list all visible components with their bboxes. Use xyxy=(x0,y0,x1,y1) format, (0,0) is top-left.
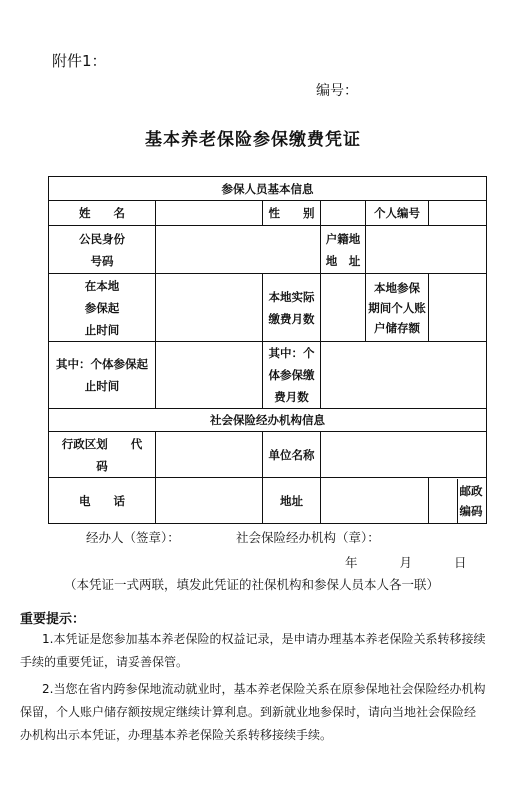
name-label: 姓 名 xyxy=(49,201,156,226)
postal-code-field-group xyxy=(429,478,487,524)
contribution-form-table xyxy=(48,176,487,524)
local-months-field[interactable] xyxy=(321,274,366,342)
gender-label: 性 别 xyxy=(263,201,321,226)
date-line xyxy=(345,553,466,571)
address-label: 地址 xyxy=(263,478,321,524)
individual-months-line2: 体参保缴 xyxy=(268,368,315,382)
local-period-line3: 止时间 xyxy=(84,322,120,337)
personal-number-field[interactable] xyxy=(429,201,487,226)
region-code-label xyxy=(49,432,156,478)
document-title: 基本养老保险参保缴费凭证 xyxy=(145,130,361,150)
individual-months-label xyxy=(263,342,321,409)
section-insured-info: 参保人员基本信息 xyxy=(49,177,487,201)
local-months-line1: 本地实际 xyxy=(268,289,315,304)
agency-seal-label: 社会保险经办机构（章）： xyxy=(236,530,380,545)
individual-period-line2: 止时间 xyxy=(84,379,120,393)
year-label: 年 xyxy=(345,555,358,570)
attachment-label: 附件1： xyxy=(52,52,107,70)
account-balance-field[interactable] xyxy=(429,274,487,342)
individual-period-label xyxy=(49,342,156,409)
individual-period-field[interactable] xyxy=(156,342,263,409)
local-period-line2: 参保起 xyxy=(84,300,120,315)
individual-months-line1: 其中：个 xyxy=(268,346,315,360)
account-line2: 期间个人账 xyxy=(368,300,426,315)
id-number-label xyxy=(49,226,156,274)
local-period-label xyxy=(49,274,156,342)
serial-number-label: 编号： xyxy=(316,83,358,99)
gender-field[interactable] xyxy=(321,201,366,226)
section-agency-info: 社会保险经办机构信息 xyxy=(49,409,487,432)
individual-months-line3: 费月数 xyxy=(274,390,309,404)
id-number-label-line1: 公民身份 xyxy=(79,231,125,246)
month-label: 月 xyxy=(399,555,412,570)
tip-paragraph-1 xyxy=(20,628,486,674)
tip-2-text: 2.当您在省内跨参保地流动就业时，基本养老保险关系在原参保地社会保险经办机构保留，个人账户储存额按规定继续计算利息。到新就业地参保时，请向当地社会保险经办机构出示本凭证，办理基本养老保险关系转移接续手续。 xyxy=(20,682,486,742)
account-balance-label xyxy=(366,274,429,342)
postal-line1: 邮政 xyxy=(459,483,483,498)
postal-line2: 编码 xyxy=(459,503,483,518)
hukou-address-label xyxy=(321,226,366,274)
postal-code-label xyxy=(431,479,484,523)
address-field[interactable] xyxy=(321,478,429,524)
hukou-label-line1: 户籍地 xyxy=(325,231,361,246)
region-code-line2: 码 xyxy=(96,458,108,473)
account-line1: 本地参保 xyxy=(374,280,420,295)
individual-period-line1: 其中：个体参保起 xyxy=(56,357,148,371)
local-period-line1: 在本地 xyxy=(84,278,120,293)
tip-paragraph-2 xyxy=(20,678,486,747)
region-code-line1: 行政区划 代 xyxy=(61,436,143,451)
id-number-label-line2: 号码 xyxy=(90,253,114,268)
local-months-label xyxy=(263,274,321,342)
local-period-field[interactable] xyxy=(156,274,263,342)
tip-1-text: 1.本凭证是您参加基本养老保险的权益记录，是申请办理基本养老保险关系转移接续手续的重要凭证，请妥善保管。 xyxy=(20,632,486,669)
copies-note: （本凭证一式两联，填发此凭证的社保机构和参保人员本人各一联） xyxy=(64,577,440,592)
individual-months-field[interactable] xyxy=(321,342,487,409)
handler-signature-label: 经办人（签章）： xyxy=(86,530,180,545)
region-code-field[interactable] xyxy=(156,432,263,478)
day-label: 日 xyxy=(453,555,467,570)
phone-label: 电 话 xyxy=(49,478,156,524)
personal-number-label: 个人编号 xyxy=(366,201,429,226)
hukou-label-line2: 地 址 xyxy=(325,253,361,268)
local-months-line2: 缴费月数 xyxy=(268,311,315,326)
unit-name-label: 单位名称 xyxy=(263,432,321,478)
unit-name-field[interactable] xyxy=(321,432,487,478)
hukou-address-field[interactable] xyxy=(366,226,487,274)
tips-heading: 重要提示： xyxy=(20,612,86,627)
id-number-field[interactable] xyxy=(156,226,321,274)
account-line3: 户储存额 xyxy=(374,320,420,335)
phone-field[interactable] xyxy=(156,478,263,524)
name-field[interactable] xyxy=(156,201,263,226)
